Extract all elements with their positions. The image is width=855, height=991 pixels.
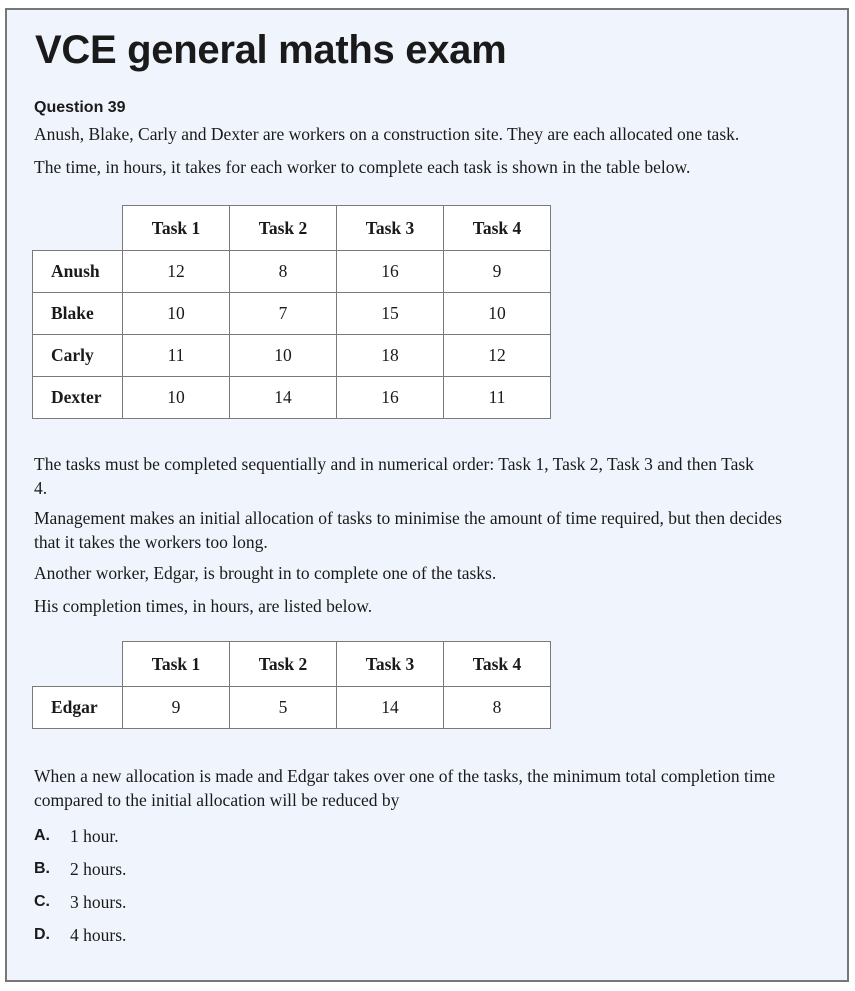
option-letter: A. <box>34 827 50 844</box>
column-header: Task 1 <box>123 642 230 687</box>
row-header: Anush <box>33 251 123 293</box>
option-letter: C. <box>34 893 50 910</box>
row-header: Edgar <box>33 687 123 729</box>
middle-paragraph-1: The tasks must be completed sequentially and in numerical order: Task 1, Task 2, Task 3 and then Task 4. <box>34 454 754 498</box>
column-header: Task 4 <box>444 642 551 687</box>
table-cell: 14 <box>230 377 337 419</box>
table-cell: 11 <box>123 335 230 377</box>
table-cell: 10 <box>444 293 551 335</box>
column-header: Task 3 <box>337 642 444 687</box>
question-label: Question 39 <box>34 99 126 116</box>
option-text: 4 hours. <box>70 924 127 945</box>
row-header: Carly <box>33 335 123 377</box>
column-header: Task 2 <box>230 206 337 251</box>
intro-paragraph-1: Anush, Blake, Carly and Dexter are workers on a construction site. They are each allocated one task. <box>34 124 740 144</box>
question-stem: When a new allocation is made and Edgar takes over one of the tasks, the minimum total completion time compared to the initial allocation will be reduced by <box>34 766 776 810</box>
table-cell: 9 <box>123 687 230 729</box>
edgar-task-table <box>32 641 551 729</box>
table-cell: 15 <box>337 293 444 335</box>
option-b[interactable] <box>34 857 126 881</box>
table-row <box>33 251 551 293</box>
middle-paragraph-2: Management makes an initial allocation of tasks to minimise the amount of time required, but then decides that it takes the workers too long. <box>34 508 782 552</box>
row-header: Dexter <box>33 377 123 419</box>
table-cell: 8 <box>230 251 337 293</box>
table-cell: 10 <box>123 377 230 419</box>
column-header: Task 1 <box>123 206 230 251</box>
question-panel <box>5 8 849 982</box>
table-cell: 10 <box>230 335 337 377</box>
table-header-row <box>33 206 551 251</box>
worker-task-table <box>32 205 551 419</box>
table-row <box>33 335 551 377</box>
table-cell: 9 <box>444 251 551 293</box>
table-cell: 7 <box>230 293 337 335</box>
option-a[interactable] <box>34 824 119 848</box>
table-cell: 18 <box>337 335 444 377</box>
table-cell: 16 <box>337 377 444 419</box>
table-header-row <box>33 642 551 687</box>
option-text: 3 hours. <box>70 891 127 912</box>
table-corner-cell <box>33 642 123 687</box>
intro-paragraph-2: The time, in hours, it takes for each worker to complete each task is shown in the table below. <box>34 157 691 177</box>
table-cell: 16 <box>337 251 444 293</box>
table-cell: 10 <box>123 293 230 335</box>
table-cell: 12 <box>123 251 230 293</box>
option-letter: B. <box>34 860 50 877</box>
table-cell: 11 <box>444 377 551 419</box>
option-text: 2 hours. <box>70 858 127 879</box>
page-title: VCE general maths exam <box>35 28 507 72</box>
column-header: Task 2 <box>230 642 337 687</box>
table-cell: 8 <box>444 687 551 729</box>
row-header: Blake <box>33 293 123 335</box>
middle-paragraph-3: Another worker, Edgar, is brought in to complete one of the tasks. <box>34 563 497 583</box>
option-d[interactable] <box>34 923 126 947</box>
column-header: Task 4 <box>444 206 551 251</box>
option-text: 1 hour. <box>70 825 119 846</box>
table-cell: 5 <box>230 687 337 729</box>
table-cell: 12 <box>444 335 551 377</box>
table-corner-cell <box>33 206 123 251</box>
table-row <box>33 687 551 729</box>
table-row <box>33 293 551 335</box>
column-header: Task 3 <box>337 206 444 251</box>
option-letter: D. <box>34 926 50 943</box>
table-cell: 14 <box>337 687 444 729</box>
option-c[interactable] <box>34 890 126 914</box>
middle-paragraph-4: His completion times, in hours, are listed below. <box>34 596 373 616</box>
table-row <box>33 377 551 419</box>
